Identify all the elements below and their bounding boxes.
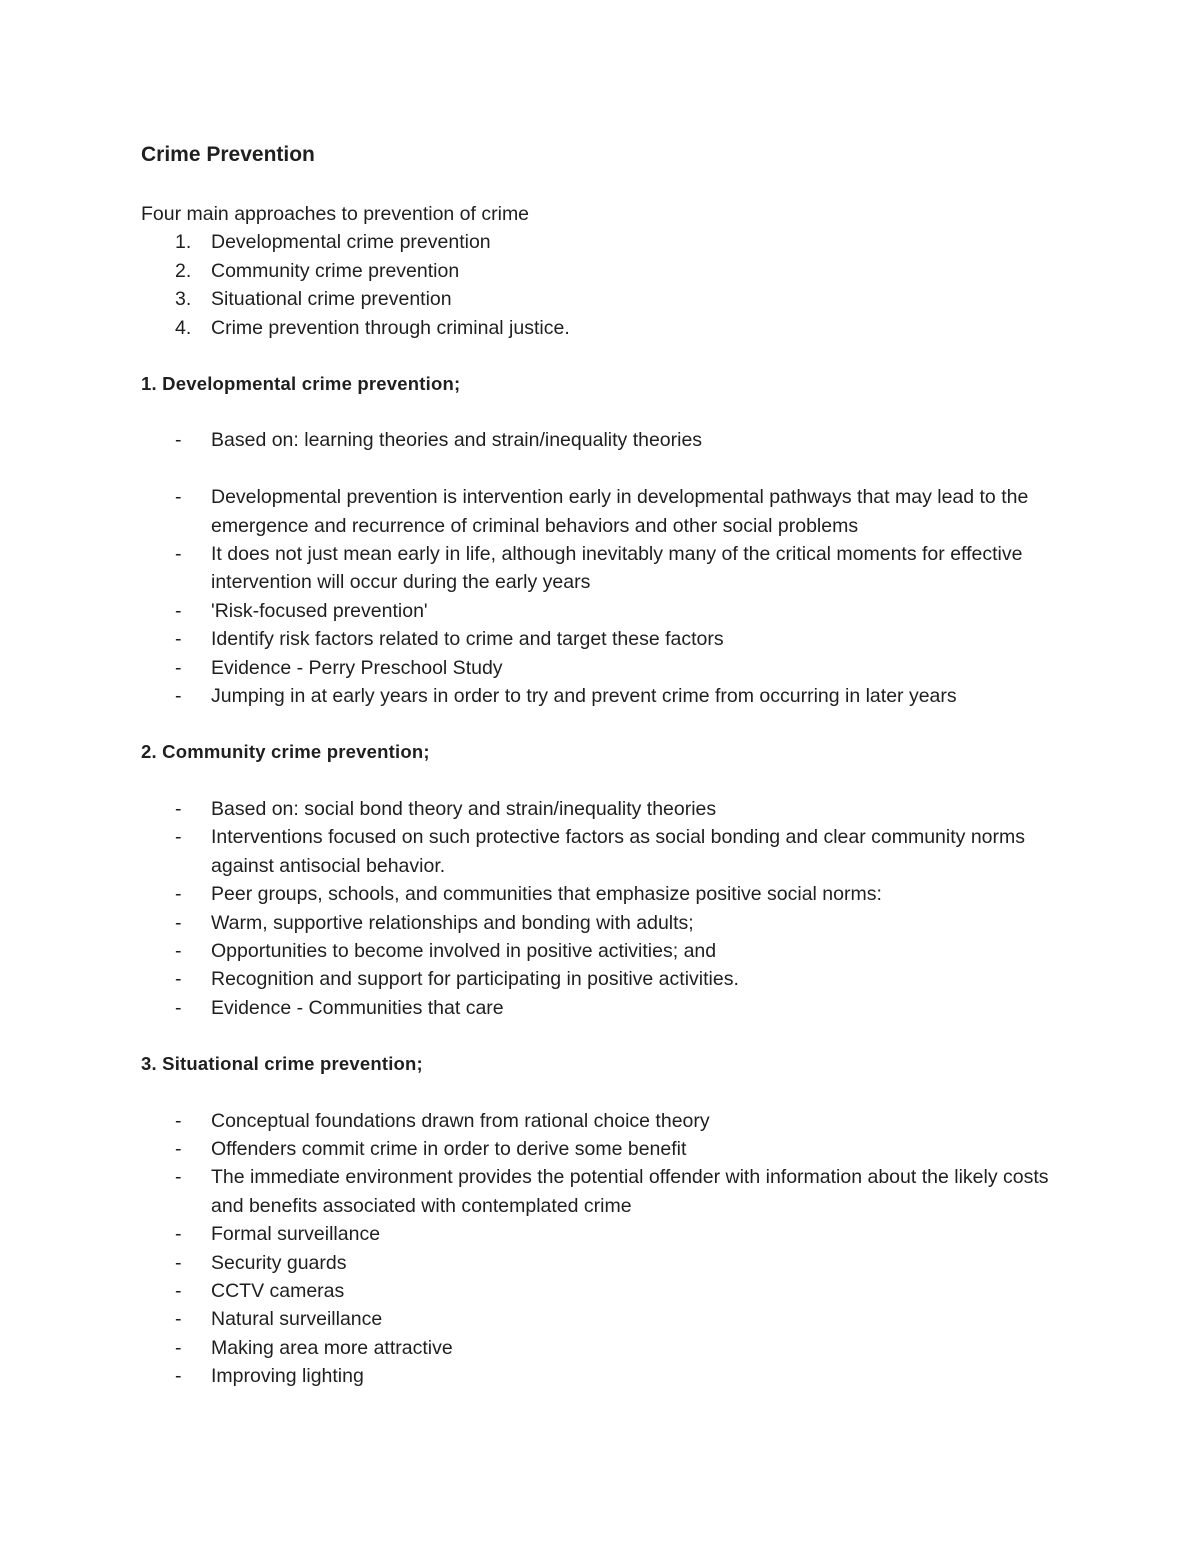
dash-marker: - bbox=[175, 1308, 182, 1331]
bullet-text: Formal surveillance bbox=[211, 1223, 381, 1246]
dash-marker: - bbox=[175, 429, 182, 452]
bullet-item bbox=[141, 795, 1071, 823]
bullet-item bbox=[141, 1305, 1071, 1333]
dash-marker: - bbox=[175, 1166, 182, 1189]
bullet-text: Jumping in at early years in order to try and prevent crime from occurring in later years bbox=[211, 685, 957, 708]
bullet-item bbox=[141, 597, 1071, 625]
list-number: 3. bbox=[175, 288, 192, 311]
list-item bbox=[141, 257, 1071, 285]
section-heading: 1. Developmental crime prevention; bbox=[141, 373, 461, 395]
dash-marker: - bbox=[175, 1365, 182, 1388]
dash-marker: - bbox=[175, 968, 182, 991]
list-number: 2. bbox=[175, 259, 192, 282]
bullet-text: Offenders commit crime in order to derive some benefit bbox=[211, 1137, 687, 1160]
list-item bbox=[141, 228, 1071, 256]
bullet-item bbox=[141, 1220, 1071, 1248]
bullet-text: Developmental prevention is intervention early in developmental pathways that may lead to the emergence and recurrence of criminal behaviors and other social problems bbox=[211, 486, 1029, 537]
bullet-text: Evidence - Communities that care bbox=[211, 996, 504, 1019]
dash-marker: - bbox=[175, 996, 182, 1019]
bullet-item bbox=[141, 625, 1071, 653]
document-page bbox=[141, 140, 1071, 1391]
bullet-text: Natural surveillance bbox=[211, 1308, 383, 1331]
bullet-text: Security guards bbox=[211, 1251, 347, 1274]
bullet-text: CCTV cameras bbox=[211, 1279, 345, 1302]
bullet-item bbox=[141, 909, 1071, 937]
bullet-text: Peer groups, schools, and communities that emphasize positive social norms: bbox=[211, 883, 882, 906]
list-number: 4. bbox=[175, 316, 192, 339]
bullet-text: Warm, supportive relationships and bonding with adults; bbox=[211, 911, 694, 934]
section-community bbox=[141, 738, 1071, 1022]
dash-marker: - bbox=[175, 656, 182, 679]
bullet-text: Evidence - Perry Preschool Study bbox=[211, 656, 503, 679]
bullet-text: Identify risk factors related to crime and target these factors bbox=[211, 628, 724, 651]
dash-marker: - bbox=[175, 1137, 182, 1160]
bullet-item bbox=[141, 994, 1071, 1022]
bullet-text: It does not just mean early in life, although inevitably many of the critical moments for effective intervention will occur during the early years bbox=[211, 543, 1023, 594]
bullet-item bbox=[141, 540, 1071, 597]
dash-marker: - bbox=[175, 599, 182, 622]
dash-marker: - bbox=[175, 826, 182, 849]
bullet-item bbox=[141, 1249, 1071, 1277]
bullet-text: Interventions focused on such protective factors as social bonding and clear community norms against antisocial behavior. bbox=[211, 826, 1026, 877]
section-heading: 2. Community crime prevention; bbox=[141, 741, 430, 763]
bullet-item bbox=[141, 965, 1071, 993]
list-item-text: Situational crime prevention bbox=[211, 288, 452, 311]
section-heading: 3. Situational crime prevention; bbox=[141, 1053, 423, 1075]
bullet-item bbox=[141, 1334, 1071, 1362]
bullet-item bbox=[141, 682, 1071, 710]
page-title: Crime Prevention bbox=[141, 143, 315, 166]
dash-marker: - bbox=[175, 543, 182, 566]
section-developmental bbox=[141, 370, 1071, 710]
dash-marker: - bbox=[175, 911, 182, 934]
bullet-item bbox=[141, 1135, 1071, 1163]
bullet-text: Based on: social bond theory and strain/inequality theories bbox=[211, 797, 717, 820]
dash-marker: - bbox=[175, 797, 182, 820]
dash-marker: - bbox=[175, 628, 182, 651]
list-item-text: Community crime prevention bbox=[211, 259, 460, 282]
bullet-text: Conceptual foundations drawn from rational choice theory bbox=[211, 1109, 710, 1132]
bullet-text: Based on: learning theories and strain/inequality theories bbox=[211, 429, 703, 452]
list-item bbox=[141, 285, 1071, 313]
dash-marker: - bbox=[175, 486, 182, 509]
dash-marker: - bbox=[175, 1336, 182, 1359]
bullet-item bbox=[141, 483, 1071, 540]
bullet-item bbox=[141, 1277, 1071, 1305]
list-item-text: Crime prevention through criminal justice. bbox=[211, 316, 570, 339]
intro-text: Four main approaches to prevention of crime bbox=[141, 203, 530, 225]
approaches-list bbox=[141, 228, 1071, 342]
bullet-text: The immediate environment provides the potential offender with information about the likely costs and benefits associated with contemplated crime bbox=[211, 1166, 1049, 1217]
bullet-text: Making area more attractive bbox=[211, 1336, 453, 1359]
bullet-text: Opportunities to become involved in positive activities; and bbox=[211, 939, 717, 962]
bullet-text: Improving lighting bbox=[211, 1365, 364, 1388]
list-item-text: Developmental crime prevention bbox=[211, 231, 491, 254]
bullet-item bbox=[141, 880, 1071, 908]
list-item bbox=[141, 314, 1071, 342]
bullet-text: Recognition and support for participating in positive activities. bbox=[211, 968, 739, 991]
bullet-item bbox=[141, 823, 1071, 880]
dash-marker: - bbox=[175, 1109, 182, 1132]
dash-marker: - bbox=[175, 1279, 182, 1302]
bullet-text: 'Risk-focused prevention' bbox=[211, 599, 428, 622]
bullet-item bbox=[141, 937, 1071, 965]
section-situational bbox=[141, 1050, 1071, 1390]
bullet-item bbox=[141, 1107, 1071, 1135]
bullet-item bbox=[141, 654, 1071, 682]
bullet-list bbox=[141, 1107, 1071, 1391]
dash-marker: - bbox=[175, 939, 182, 962]
bullet-item bbox=[141, 1362, 1071, 1390]
bullet-item bbox=[141, 1163, 1071, 1220]
bullet-item bbox=[141, 426, 1071, 454]
dash-marker: - bbox=[175, 1251, 182, 1274]
dash-marker: - bbox=[175, 685, 182, 708]
bullet-list bbox=[141, 795, 1071, 1022]
dash-marker: - bbox=[175, 883, 182, 906]
bullet-list bbox=[141, 426, 1071, 710]
list-number: 1. bbox=[175, 231, 192, 254]
dash-marker: - bbox=[175, 1223, 182, 1246]
